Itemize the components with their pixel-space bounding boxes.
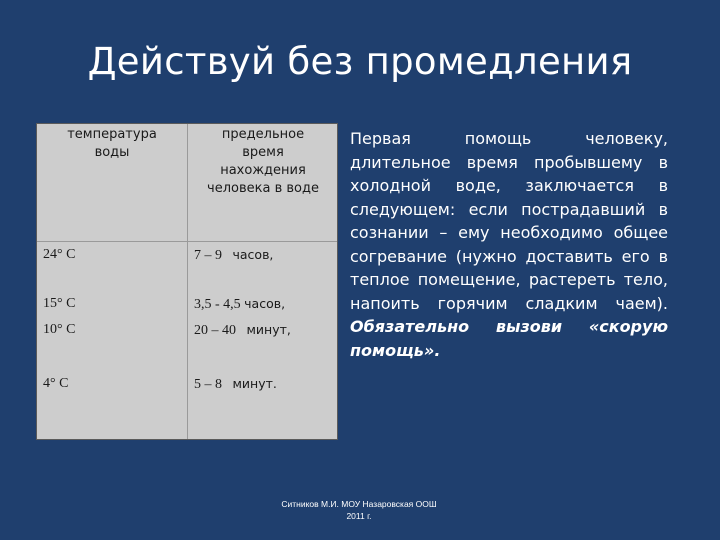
- time-range: 20 – 40: [194, 323, 236, 338]
- header-line: время: [242, 145, 284, 160]
- time-range: 3,5 - 4,5: [194, 297, 241, 312]
- footer-year: 2011 г.: [346, 511, 372, 521]
- header-max-time-in-water: [188, 126, 338, 198]
- time-cell: [194, 322, 291, 339]
- time-unit: часов,: [232, 247, 274, 262]
- time-unit: часов,: [244, 296, 286, 311]
- header-line: воды: [94, 145, 130, 160]
- temperature-cell: 10° С: [43, 322, 76, 337]
- time-cell: [194, 296, 285, 313]
- time-unit: минут,: [246, 322, 291, 337]
- header-line: человека в воде: [207, 181, 319, 196]
- slide-title: Действуй без промедления: [87, 40, 633, 83]
- temperature-cell: 15° С: [43, 296, 76, 311]
- temperature-cell: 4° С: [43, 376, 69, 391]
- author-footer: [236, 498, 482, 522]
- header-line: предельное: [221, 127, 305, 142]
- header-line: нахождения: [220, 163, 306, 178]
- time-cell: [194, 247, 273, 264]
- call-ambulance-emphasis: Обязательно вызови «скорую помощь».: [350, 317, 668, 360]
- header-water-temperature: [37, 126, 187, 162]
- temperature-survival-table: [36, 123, 338, 440]
- time-cell: [194, 376, 277, 393]
- header-line: температура: [67, 127, 157, 142]
- footer-author: Ситников М.И. МОУ Назаровская ООШ: [281, 499, 437, 509]
- temperature-cell: 24° С: [43, 247, 76, 262]
- time-range: 5 – 8: [194, 377, 222, 392]
- header-divider: [37, 241, 337, 242]
- first-aid-paragraph: [350, 127, 668, 362]
- time-range: 7 – 9: [194, 248, 222, 263]
- first-aid-text: Первая помощь человеку, длительное время пробывшему в холодной воде, заключается в следующем: если пострадавший в сознании – ему необходимо общее согревание (нужно доставить его в теплое помещение, растереть тело, напоить горячим сладким чаем).: [350, 129, 668, 313]
- time-unit: минут.: [232, 376, 277, 391]
